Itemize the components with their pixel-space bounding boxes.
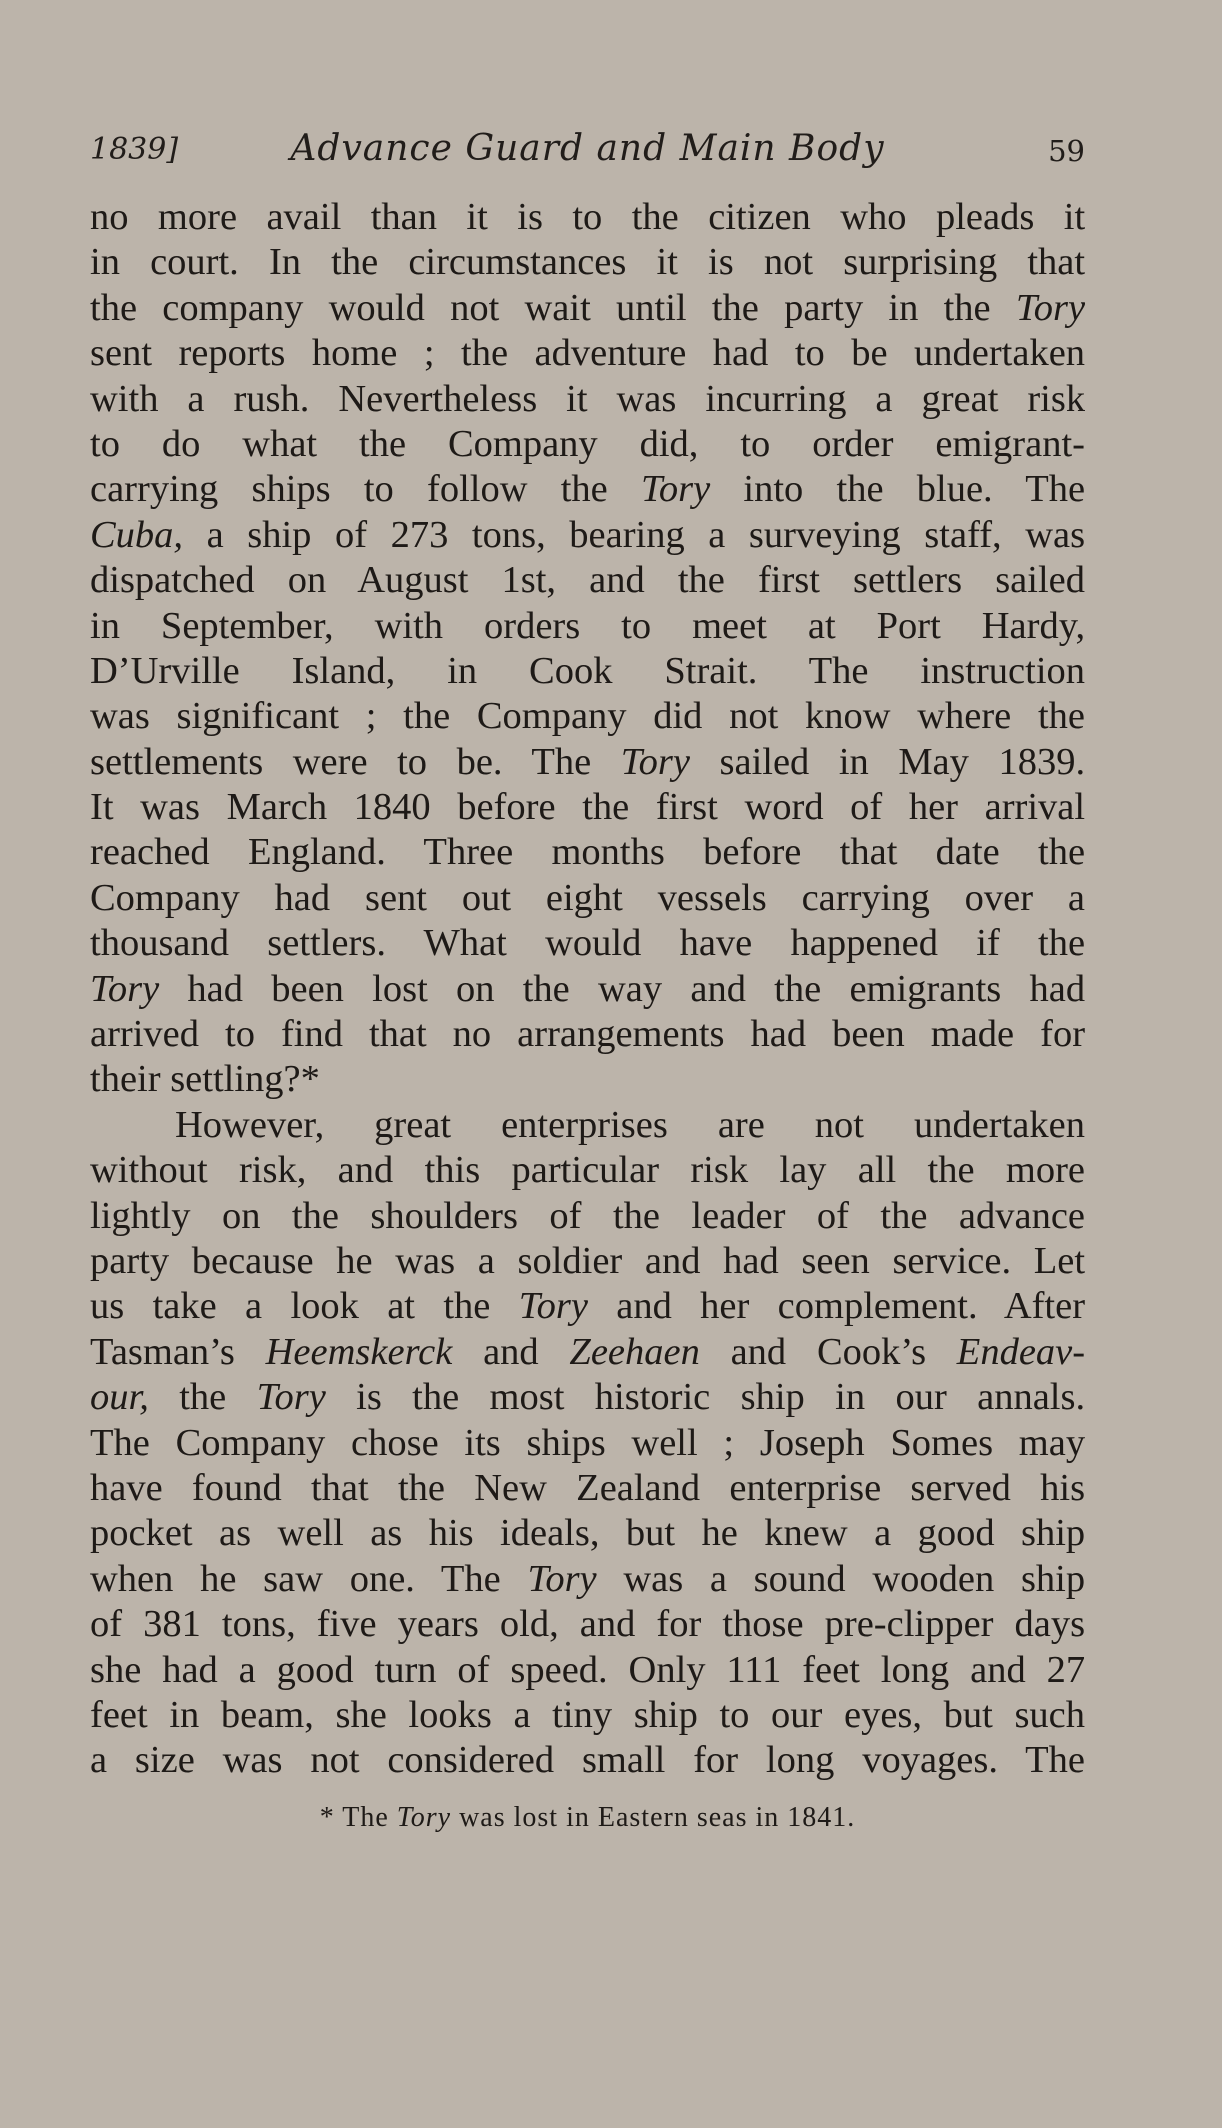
text-line: when he saw one. The Tory was a sound wooden ship	[90, 1557, 1085, 1600]
text-line: their settling?*	[90, 1058, 320, 1101]
text-line: reached England. Three months before that date the	[90, 831, 1085, 874]
paragraph	[90, 195, 1085, 1103]
text-line: in court. In the circumstances it is not surprising that	[90, 241, 1085, 284]
text-line: lightly on the shoulders of the leader of the advance	[90, 1194, 1085, 1237]
text-line: D’Urville Island, in Cook Strait. The instruction	[90, 649, 1085, 692]
running-head-year: 1839]	[90, 132, 179, 167]
text-line: have found that the New Zealand enterprise served his	[90, 1466, 1085, 1509]
footnote: * The Tory was lost in Eastern seas in 1841.	[319, 1802, 856, 1833]
text-line: without risk, and this particular risk lay all the more	[90, 1149, 1085, 1192]
running-head	[90, 128, 1085, 178]
text-line: sent reports home ; the adventure had to be undertaken	[90, 332, 1085, 375]
text-line: she had a good turn of speed. Only 111 feet long and 27	[90, 1648, 1085, 1691]
text-line: with a rush. Nevertheless it was incurring a great risk	[90, 377, 1085, 420]
body-text	[90, 195, 1085, 1784]
text-line: Cuba, a ship of 273 tons, bearing a surveying staff, was	[90, 513, 1085, 556]
text-line: settlements were to be. The Tory sailed in May 1839.	[90, 740, 1085, 783]
text-line: party because he was a soldier and had seen service. Let	[90, 1239, 1085, 1282]
text-line: the company would not wait until the party in the Tory	[90, 286, 1085, 329]
text-line: However, great enterprises are not undertaken	[175, 1103, 1085, 1146]
text-line: to do what the Company did, to order emigrant-	[90, 422, 1085, 465]
text-line: a size was not considered small for long voyages. The	[90, 1739, 1085, 1782]
text-line: The Company chose its ships well ; Joseph Somes may	[90, 1421, 1085, 1464]
text-line: Tory had been lost on the way and the emigrants had	[90, 967, 1085, 1010]
text-line: Tasman’s Heemskerck and Zeehaen and Cook’s Endeav-	[90, 1330, 1085, 1373]
text-line: dispatched on August 1st, and the first settlers sailed	[90, 559, 1085, 602]
text-line: feet in beam, she looks a tiny ship to our eyes, but such	[90, 1693, 1085, 1736]
text-line: carrying ships to follow the Tory into the blue. The	[90, 468, 1085, 511]
text-line: pocket as well as his ideals, but he knew a good ship	[90, 1512, 1085, 1555]
text-line: was significant ; the Company did not know where the	[90, 695, 1085, 738]
text-line: It was March 1840 before the first word of her arrival	[90, 786, 1085, 829]
text-line: no more avail than it is to the citizen who pleads it	[90, 196, 1085, 238]
text-line: Company had sent out eight vessels carrying over a	[90, 876, 1085, 919]
text-line: in September, with orders to meet at Port Hardy,	[90, 604, 1085, 647]
text-line: of 381 tons, five years old, and for those pre-clipper days	[90, 1603, 1085, 1646]
running-head-title: Advance Guard and Main Body	[290, 128, 885, 169]
text-line: us take a look at the Tory and her complement. After	[90, 1285, 1085, 1328]
text-line: thousand settlers. What would have happened if the	[90, 922, 1085, 965]
paragraph	[90, 1103, 1085, 1784]
text-line: our, the Tory is the most historic ship in our annals.	[90, 1376, 1085, 1419]
text-line: arrived to find that no arrangements had been made for	[90, 1013, 1085, 1056]
page-number: 59	[1048, 134, 1085, 168]
